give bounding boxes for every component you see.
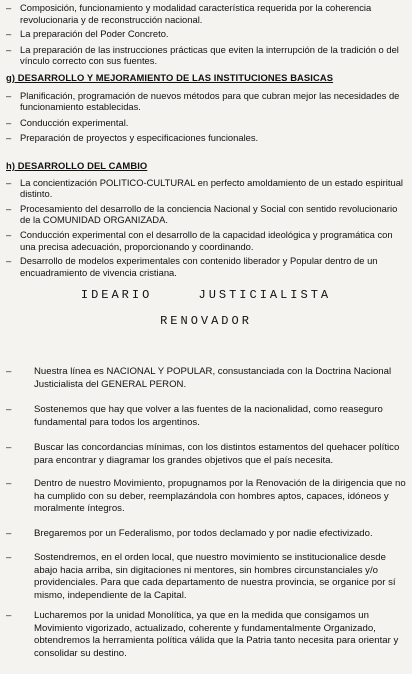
section-h (6, 160, 406, 278)
list-item-text: La preparación de las instrucciones prácticas que eviten la interrupción de la tradición o del vínculo correcto con sus fuentes. (20, 43, 399, 67)
list-item-text: Conducción experimental. (20, 116, 129, 128)
list-item-text: Dentro de nuestro Movimiento, propugnamos por la Renovación de la dirigencia que no ha cumplido con su deber, reemplazándola con hombres aptos, capaces, idóneos y moralmente íntegros. (34, 478, 406, 515)
bullet-dash: – (6, 116, 12, 128)
bullet-dash: – (6, 176, 12, 188)
list-item-text: Bregaremos por un Federalismo, por todos declamado y por nadie efectivizado. (34, 528, 373, 539)
list-item-text: Buscar las concordancias mínimas, con los distintos estamentos del quehacer político para encontrar y diagramar los grandes objetivos que el país necesita. (34, 442, 400, 466)
bullet-dash: – (6, 28, 12, 40)
list-item-text: Nuestra línea es NACIONAL Y POPULAR, consustanciada con la Doctrina Nacional Justicialista del GENERAL PERON. (34, 366, 392, 390)
bullet-dash: – (6, 132, 12, 144)
list-item-text: Procesamiento del desarrollo de la conciencia Nacional y Social con sentido revolucionario de la COMUNIDAD ORGANIZADA. (20, 202, 398, 226)
list-item-text: Sostenemos que hay que volver a las fuentes de la nacionalidad, como reaseguro fundamental para todos los argentinos. (34, 404, 383, 428)
bullet-dash: – (6, 528, 12, 539)
list-item (6, 229, 406, 252)
bullet-dash: – (6, 202, 12, 214)
list-item-text: Composición, funcionamiento y modalidad característica requerida por la coherencia revolucionaria y de reconstrucción nacional. (20, 2, 372, 25)
list-item (6, 44, 406, 67)
list-item (6, 117, 406, 129)
bullet-dash: – (6, 255, 12, 267)
list-item-text: Preparación de proyectos y especificaciones funcionales. (20, 132, 259, 144)
ideario-subtitle: RENOVADOR (160, 314, 252, 328)
ideario-title (0, 288, 412, 302)
bullet-dash: – (6, 228, 12, 240)
bullet-dash: – (6, 89, 12, 101)
list-item (6, 90, 406, 113)
bullet-dash: – (6, 404, 12, 415)
list-item-text: Sostendremos, en el orden local, que nuestro movimiento se institucionalice desde abajo hacia arriba, sin digitaciones ni mentores, sin hombres circunstanciales y/o providenciales. Para que cada departamento de nuestra provincia, se organice por sí mismo, independiente de la Capital. (34, 552, 396, 601)
title-word: IDEARIO (80, 288, 153, 302)
title-word: JUSTICIALISTA (198, 288, 332, 302)
list-item-text: Planificación, programación de nuevos métodos para que cubran mejor las necesidades de funcionamiento establecidas. (20, 89, 400, 113)
list-item-text: Conducción experimental con el desarrollo de la capacidad ideológica y programática con una precisa adecuación, proporcionando y coordinando. (20, 228, 393, 252)
list-item (6, 2, 406, 25)
section-heading: h) DESARROLLO DEL CAMBIO (6, 160, 148, 171)
list-item (6, 203, 406, 226)
list-item (6, 255, 406, 278)
bullet-dash: – (6, 552, 12, 563)
list-item (6, 28, 406, 40)
bullet-dash: – (6, 43, 12, 55)
bullet-dash: – (6, 366, 12, 377)
section-g (6, 72, 406, 144)
list-item (6, 177, 406, 200)
bullet-dash: – (6, 2, 12, 13)
bullet-dash: – (6, 610, 12, 621)
list-item-text: Desarrollo de modelos experimentales con contenido liberador y Popular dentro de un encuadramiento de vivencia cristiana. (20, 255, 378, 278)
top-section (6, 2, 406, 67)
list-item-text: Lucharemos por la unidad Monolítica, ya que en la medida que consigamos un Movimiento vigorizado, actualizado, coherente y fundamentalmente Organizado, obtendremos la herramienta política válida que la Patria tanto necesita para orientar y consolidar su destino. (34, 610, 399, 659)
bullet-dash: – (6, 442, 12, 453)
bullet-dash: – (6, 478, 12, 489)
list-item (6, 132, 406, 144)
list-item-text: La concientización POLITICO-CULTURAL en perfecto amoldamiento de un estado espiritual distinto. (20, 176, 404, 200)
section-heading: g) DESARROLLO Y MEJORAMIENTO DE LAS INSTITUCIONES BASICAS (6, 72, 334, 83)
list-item-text: La preparación del Poder Concreto. (20, 28, 169, 40)
